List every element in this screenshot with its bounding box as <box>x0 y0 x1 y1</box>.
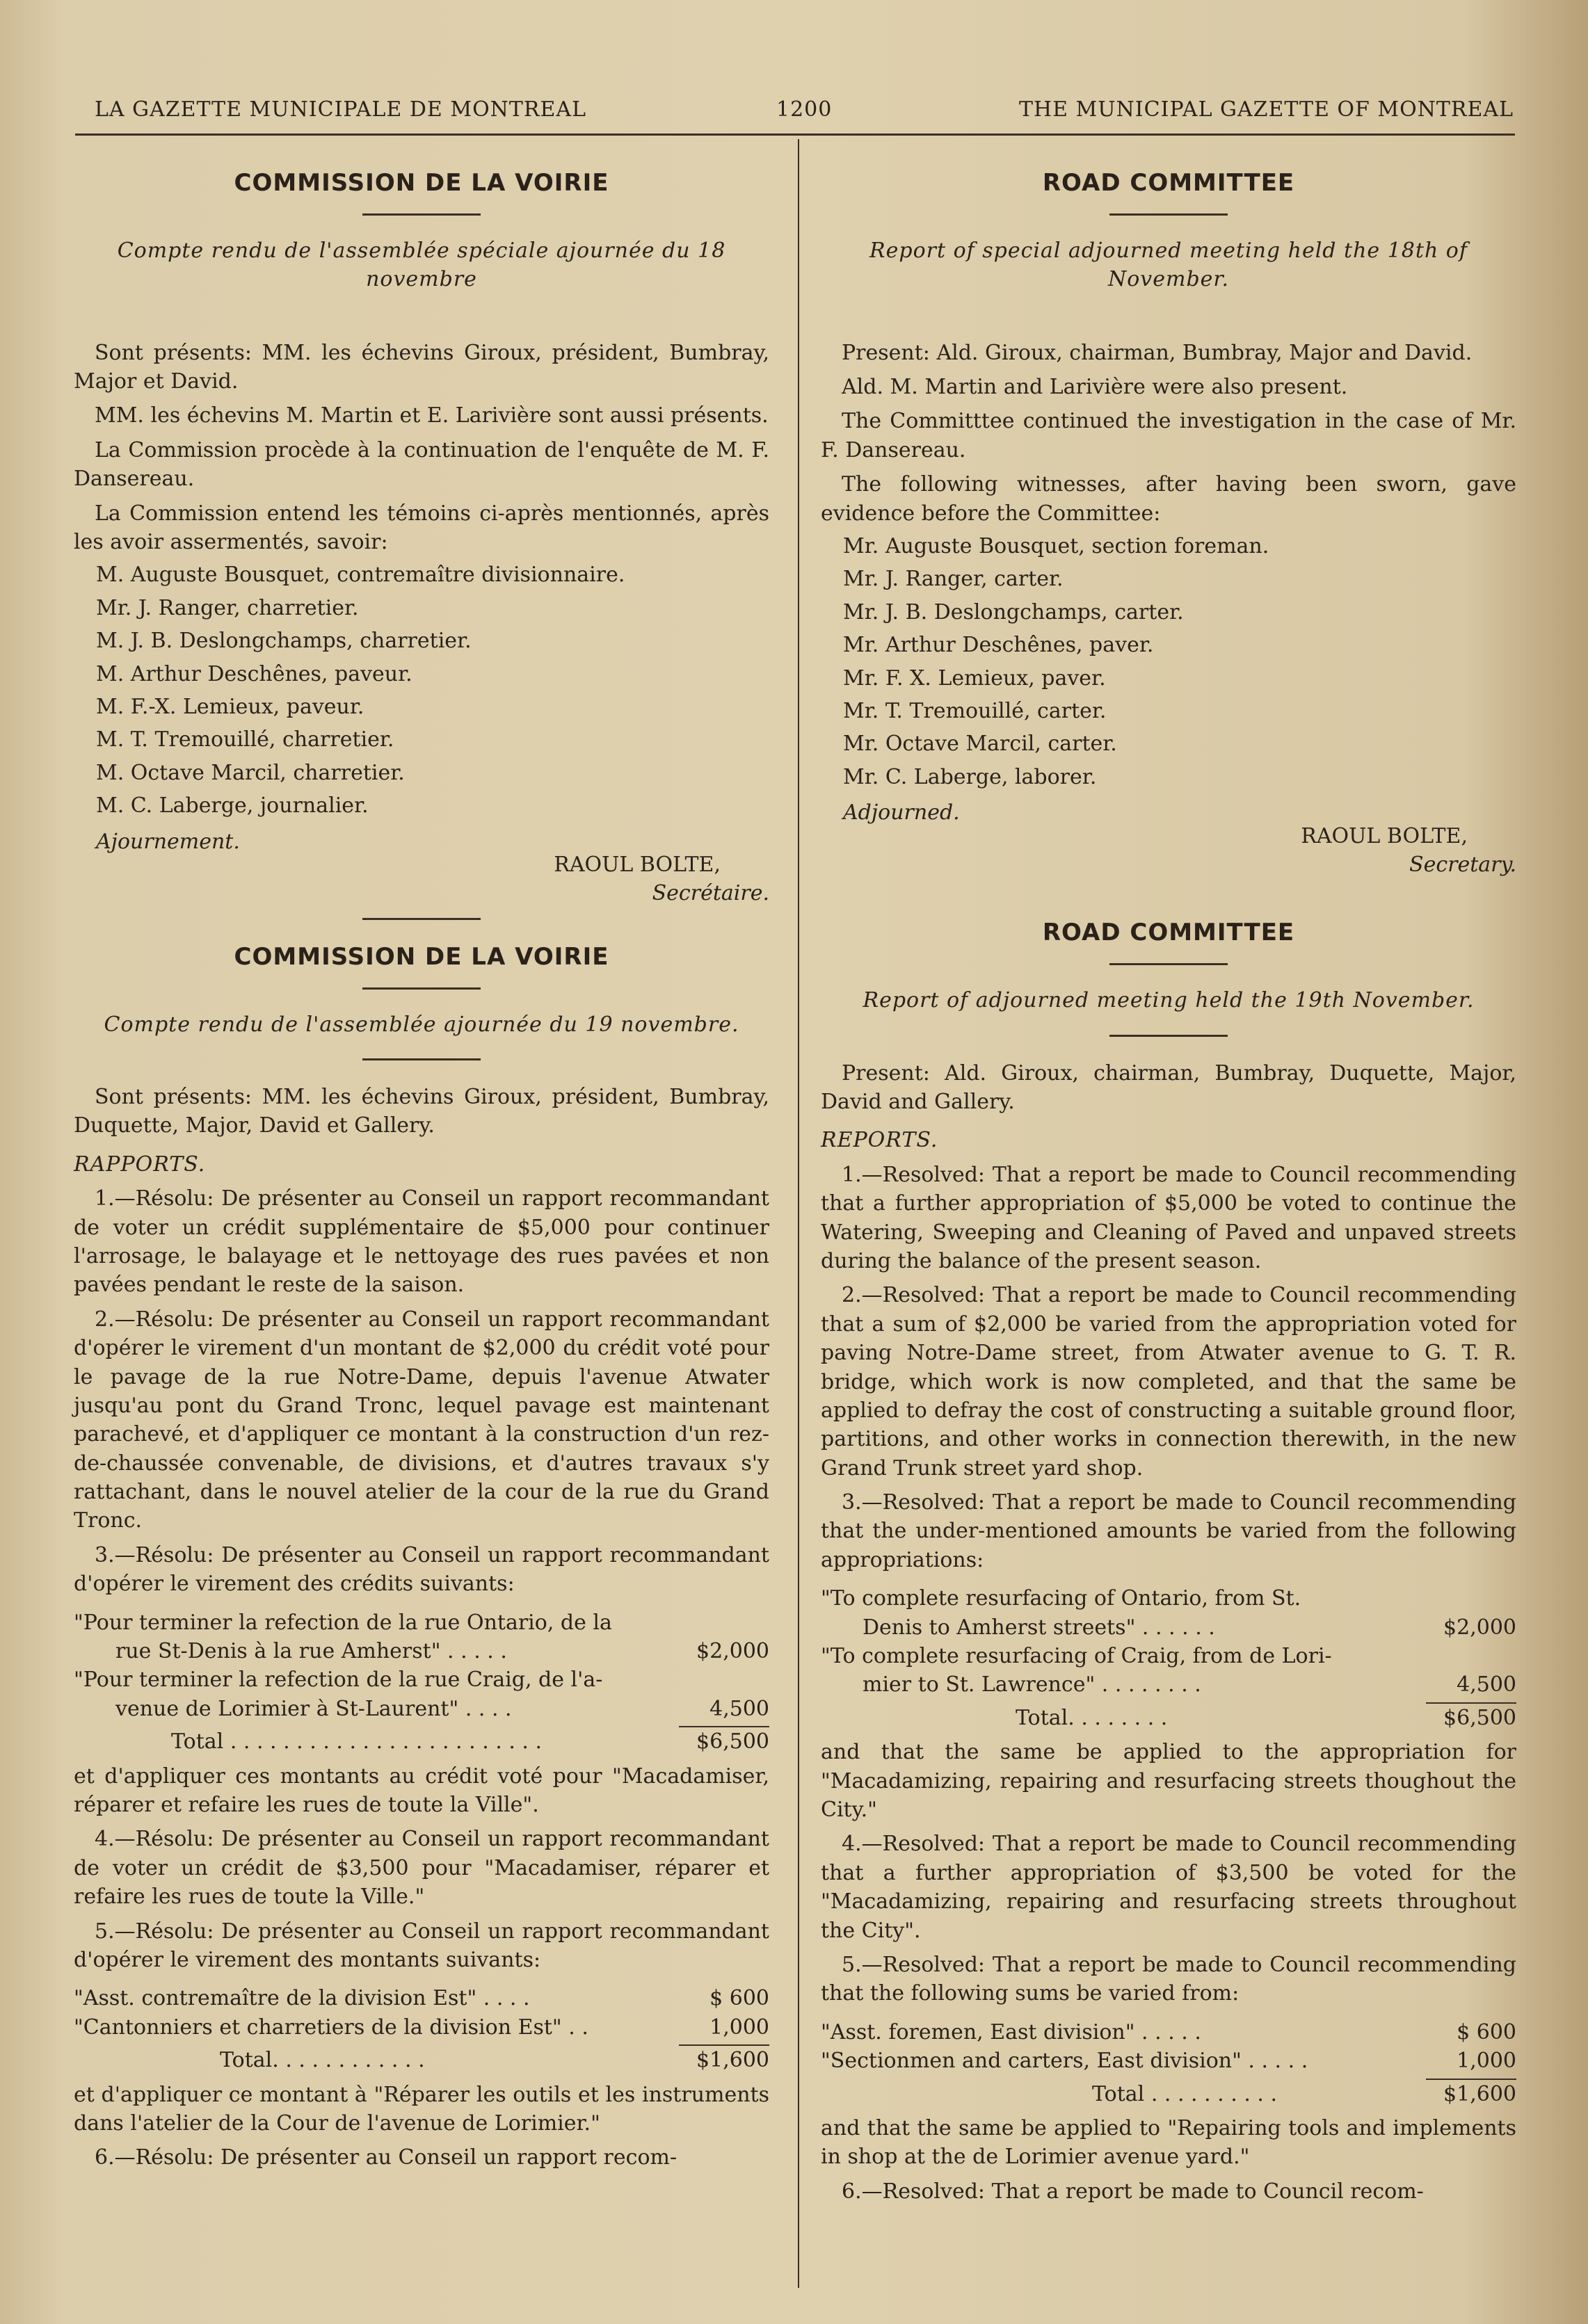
witness-item: Mr. Octave Marcil, carter. <box>843 732 1117 757</box>
resolution-3: 3.—Résolu: De présenter au Conseil un rapport recommandant d'opérer le virement des crédits suivants: <box>74 1542 769 1597</box>
french-section-1 <box>74 167 769 920</box>
resolution-6: 6.—Resolved: That a report be made to Council recom- <box>842 2179 1424 2204</box>
transfer-row <box>821 2047 1516 2075</box>
total-amount: $6,500 <box>1443 1705 1516 1730</box>
subtitle-line: Report of special adjourned meeting held the 18th of <box>869 238 1468 263</box>
witness-item: M. Arthur Deschênes, paveur. <box>96 661 412 686</box>
total-label: Total . . . . . . . . . . . . . . . . . . . . . . . . <box>171 1729 543 1754</box>
total-amount: $1,600 <box>696 2048 769 2073</box>
subtitle-line: Compte rendu de l'assemblée spéciale ajournée du 18 <box>117 238 726 263</box>
section-subtitle: Compte rendu de l'assemblée ajournée du 19 novembre. <box>104 1012 739 1037</box>
witness-item: Mr. Arthur Deschênes, paver. <box>843 633 1154 658</box>
witness-item: Mr. F. X. Lemieux, paver. <box>843 665 1106 691</box>
application-paragraph: and that the same be applied to the appropriation for "Macadamizing, repairing and resurfacing streets thoughout the City." <box>821 1740 1516 1822</box>
attendance-paragraph: Present: Ald. Giroux, chairman, Bumbray, Duquette, Major, David and Gallery. <box>821 1060 1516 1115</box>
witness-item: M. T. Tremouillé, charretier. <box>96 727 394 752</box>
resolution-4: 4.—Résolu: De présenter au Conseil un rapport recommandant de voter un crédit de $3,500 pour "Macadamiser, réparer et refaire les rues de toute la Ville." <box>74 1827 769 1910</box>
inquiry-paragraph: The Committtee continued the investigation in the case of Mr. F. Dansereau. <box>821 409 1516 462</box>
reports-heading: RAPPORTS. <box>74 1152 206 1177</box>
witnesses-intro: La Commission entend les témoins ci-après mentionnés, après les avoir assermentés, savoir: <box>74 501 769 555</box>
transfer-item-label: "Pour terminer la refection de la rue Craig, de l'a- <box>74 1668 603 1693</box>
transfer-row <box>74 1637 769 1665</box>
resolution-6: 6.—Résolu: De présenter au Conseil un rapport recom- <box>95 2145 677 2170</box>
title-rule <box>1109 213 1228 216</box>
column-divider <box>798 139 799 2288</box>
witness-item: Mr. J. Ranger, charretier. <box>96 595 359 620</box>
attendance-paragraph: Present: Ald. Giroux, chairman, Bumbray, Major and David. <box>842 340 1473 365</box>
subtitle-rule <box>362 1058 481 1060</box>
section-subtitle <box>835 236 1502 294</box>
transfer-amount: 1,000 <box>1457 2049 1516 2074</box>
transfer-table <box>74 1608 769 1757</box>
transfer-amount: $ 600 <box>1457 2019 1516 2044</box>
title-rule <box>362 987 481 990</box>
page-number: 1200 <box>776 97 833 122</box>
resolution-4: 4.—Resolved: That a report be made to Council recommending that a further appropriation of $3,500 be voted for the "Macadamizing, repairing and resurfacing streets throughout the City". <box>821 1832 1516 1943</box>
witnesses-intro: The following witnesses, after having been sworn, gave evidence before the Committee: <box>821 472 1516 526</box>
resolution-1: 1.—Resolved: That a report be made to Council recommending that a further appropriation of $5,000 be voted to continue the Watering, Sweeping and Cleaning of Paved and unpaved streets during the balance of the present season. <box>821 1162 1516 1273</box>
transfer-item-label: mier to St. Lawrence" . . . . . . . . <box>863 1672 1201 1697</box>
section-title: ROAD COMMITTEE <box>1042 169 1295 197</box>
total-label: Total . . . . . . . . . . <box>1092 2081 1278 2106</box>
total-amount: $1,600 <box>1443 2081 1516 2106</box>
adjournment-note: Ajournement. <box>96 829 240 854</box>
transfer-item-label: "Pour terminer la refection de la rue Ontario, de la <box>74 1610 612 1635</box>
attendance-paragraph: Sont présents: MM. les échevins Giroux, président, Bumbray, Duquette, Major, David et Gallery. <box>74 1085 769 1138</box>
transfer-row <box>74 2013 769 2042</box>
transfer-item-label: rue St-Denis à la rue Amherst" . . . . . <box>115 1639 507 1664</box>
transfer-row <box>821 1613 1516 1642</box>
reports-heading: REPORTS. <box>821 1128 938 1153</box>
header-english-title: THE MUNICIPAL GAZETTE OF MONTREAL <box>1018 97 1514 122</box>
section-title: ROAD COMMITTEE <box>1042 919 1295 947</box>
transfer-amount: 4,500 <box>1457 1672 1516 1697</box>
transfer-amount: $ 600 <box>709 1986 769 2011</box>
subtitle-rule <box>1109 1035 1228 1037</box>
section-subtitle: Report of adjourned meeting held the 19th November. <box>863 988 1475 1013</box>
english-column <box>821 146 1516 2214</box>
signature-title: Secretary. <box>1409 852 1516 877</box>
section-subtitle <box>88 236 755 294</box>
title-rule <box>1109 963 1228 965</box>
page-header <box>95 97 1514 139</box>
english-section-1 <box>821 167 1516 896</box>
attendance-paragraph: Sont présents: MM. les échevins Giroux, président, Bumbray, Major et David. <box>74 340 769 394</box>
resolution-5: 5.—Resolved: That a report be made to Council recommending that the following sums be varied from: <box>821 1952 1516 2006</box>
transfer-item-label: "Asst. foremen, East division" . . . . . <box>821 2019 1201 2044</box>
transfer-row <box>821 1670 1516 1699</box>
transfer-table <box>821 2018 1516 2108</box>
also-present-paragraph: MM. les échevins M. Martin et E. Larivière sont aussi présents. <box>95 403 769 428</box>
total-label: Total. . . . . . . . <box>1016 1705 1168 1730</box>
witness-item: Mr. C. Laberge, laborer. <box>843 764 1097 789</box>
transfer-row <box>74 1695 769 1723</box>
section-title: COMMISSION DE LA VOIRIE <box>234 942 609 971</box>
transfer-item-label: "Asst. contremaître de la division Est" . . . . <box>74 1986 530 2011</box>
subtitle-line: November. <box>1108 267 1229 292</box>
inquiry-paragraph: La Commission procède à la continuation de l'enquête de M. F. Dansereau. <box>74 437 769 492</box>
french-section-2 <box>74 941 769 2172</box>
transfer-item-label: Denis to Amherst streets" . . . . . . <box>863 1615 1215 1640</box>
subtitle-line: novembre <box>366 267 477 292</box>
transfer-item-label: "To complete resurfacing of Craig, from de Lori- <box>821 1644 1332 1669</box>
french-column <box>74 146 769 2181</box>
witness-item: Mr. J. Ranger, carter. <box>843 567 1064 592</box>
total-row <box>74 2046 769 2074</box>
transfer-table <box>821 1584 1516 1732</box>
header-rule <box>75 134 1515 136</box>
transfer-item-label: "To complete resurfacing of Ontario, from St. <box>821 1586 1301 1611</box>
witness-item: M. Octave Marcil, charretier. <box>96 760 405 785</box>
total-row <box>74 1727 769 1756</box>
transfer-amount: 1,000 <box>709 2015 769 2040</box>
transfer-row <box>74 1984 769 2012</box>
resolution-1: 1.—Résolu: De présenter au Conseil un rapport recommandant de voter un crédit supplémentaire de $5,000 pour continuer l'arrosage, le balayage et le nettoyage des rues pavées et non pavées pendant le reste de la saison. <box>74 1186 769 1298</box>
title-rule <box>362 213 481 216</box>
application-paragraph: and that the same be applied to "Repairing tools and implements in shop at the de Lorimier avenue yard." <box>821 2115 1516 2170</box>
resolution-2: 2.—Résolu: De présenter au Conseil un rapport recommandant d'opérer le virement d'un montant de $2,000 du crédit voté pour le pavage de la rue Notre-Dame, depuis l'avenue Atwater jusqu'au pont du Grand Tronc, lequel pavage est maintenant parachevé, et d'appliquer ce montant à la construction d'un rez-de-chaussée convenable, de divisions, et d'autres travaux s'y rattachant, dans le nouvel atelier de la cour de la rue du Grand Tronc. <box>74 1307 769 1533</box>
transfer-amount: $2,000 <box>696 1639 769 1664</box>
witness-item: Mr. Auguste Bousquet, section foreman. <box>843 534 1269 559</box>
witness-item: Mr. T. Tremouillé, carter. <box>843 698 1107 723</box>
resolution-2: 2.—Resolved: That a report be made to Council recommending that a sum of $2,000 be varied from the appropriation voted for paving Notre-Dame street, from Atwater avenue to G. T. R. bridge, which work is now completed, and that the same be applied to defray the cost of constructing a suitable ground floor, partitions, and other works in connection therewith, in the new Grand Trunk street yard shop. <box>821 1283 1516 1480</box>
resolution-5: 5.—Résolu: De présenter au Conseil un rapport recommandant d'opérer le virement des montants suivants: <box>74 1919 769 1972</box>
witness-item: M. F.-X. Lemieux, paveur. <box>96 694 364 719</box>
signature-name: RAOUL BOLTE, <box>554 852 721 877</box>
total-label: Total. . . . . . . . . . . . <box>220 2048 425 2073</box>
section-title: COMMISSION DE LA VOIRIE <box>234 169 609 197</box>
resolution-3: 3.—Resolved: That a report be made to Council recommending that the under-mentioned amounts be varied from the following appropriations: <box>821 1490 1516 1572</box>
total-amount: $6,500 <box>696 1729 769 1754</box>
english-section-2 <box>821 917 1516 2206</box>
adjournment-note: Adjourned. <box>843 800 960 825</box>
total-row <box>821 1704 1516 1732</box>
transfer-amount: $2,000 <box>1443 1615 1516 1640</box>
transfer-item-label: venue de Lorimier à St-Laurent" . . . . <box>115 1696 512 1721</box>
witness-item: M. Auguste Bousquet, contremaître divisionnaire. <box>96 563 625 588</box>
witness-item: M. J. B. Deslongchamps, charretier. <box>96 629 472 654</box>
witness-item: Mr. J. B. Deslongchamps, carter. <box>843 599 1184 624</box>
witness-item: M. C. Laberge, journalier. <box>96 793 369 818</box>
header-french-title: LA GAZETTE MUNICIPALE DE MONTREAL <box>95 97 587 122</box>
transfer-item-label: "Sectionmen and carters, East division" . . . . . <box>821 2049 1308 2074</box>
application-paragraph: et d'appliquer ces montants au crédit voté pour "Macadamiser, réparer et refaire les rues de toute la Ville". <box>74 1764 769 1817</box>
transfer-item-label: "Cantonniers et charretiers de la division Est" . . <box>74 2015 588 2040</box>
transfer-row <box>821 2018 1516 2047</box>
transfer-amount: 4,500 <box>709 1696 769 1721</box>
application-paragraph: et d'appliquer ce montant à "Réparer les outils et les instruments dans l'atelier de la Cour de l'avenue de Lorimier." <box>74 2082 769 2136</box>
also-present-paragraph: Ald. M. Martin and Larivière were also present. <box>842 375 1348 400</box>
total-row <box>821 2080 1516 2108</box>
signature-name: RAOUL BOLTE, <box>1301 823 1468 848</box>
signature-title: Secrétaire. <box>652 881 769 906</box>
section-end-rule <box>362 918 481 920</box>
transfer-table <box>74 1984 769 2074</box>
